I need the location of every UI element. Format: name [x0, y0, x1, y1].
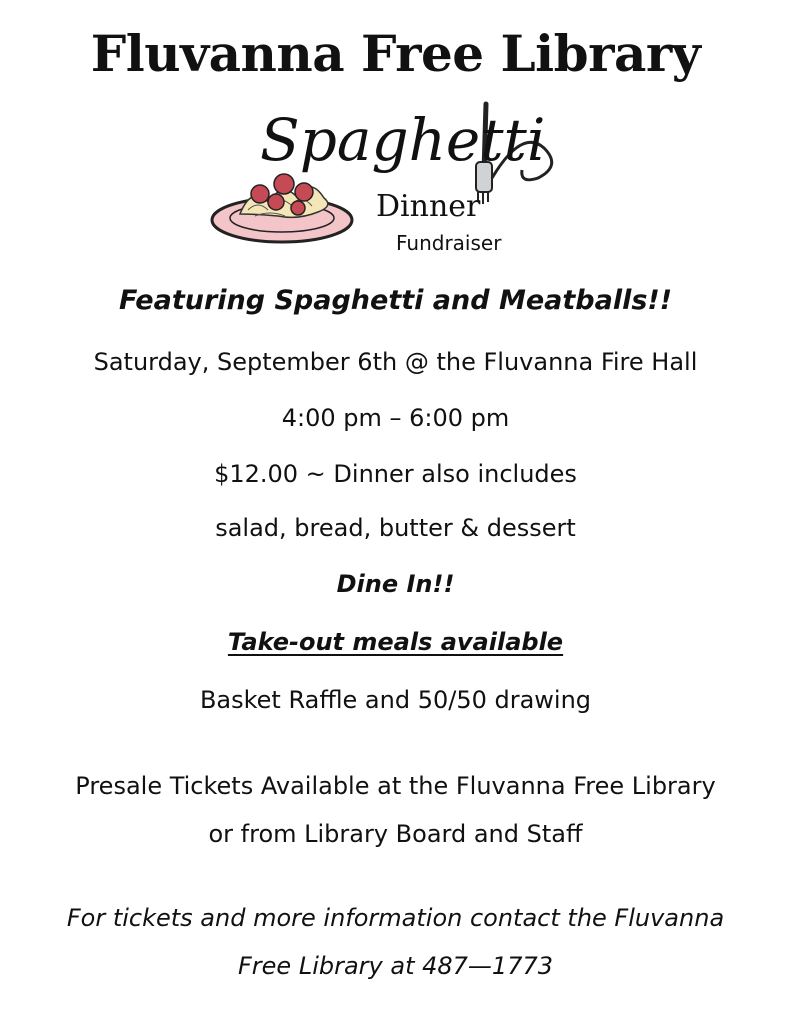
event-includes: salad, bread, butter & dessert	[215, 514, 576, 542]
spaghetti-dinner-logo	[200, 92, 580, 264]
takeout-text: Take-out meals available	[227, 628, 564, 656]
dine-in-text: Dine In!!	[336, 570, 455, 598]
logo-script-text: Spaghetti	[260, 106, 546, 174]
contact-line-2: Free Library at 487—1773	[237, 952, 553, 980]
event-price: $12.00 ~ Dinner also includes	[214, 460, 577, 488]
presale-line-2: or from Library Board and Staff	[208, 820, 583, 848]
raffle-text: Basket Raffle and 50/50 drawing	[199, 686, 592, 714]
event-headline: Featuring Spaghetti and Meatballs!!	[118, 285, 673, 316]
event-date-location: Saturday, September 6th @ the Fluvanna Fire Hall	[93, 348, 698, 376]
contact-line-1: For tickets and more information contact the Fluvanna	[66, 904, 725, 932]
event-time: 4:00 pm – 6:00 pm	[281, 404, 510, 432]
page-title: Fluvanna Free Library	[90, 24, 701, 83]
presale-line-1: Presale Tickets Available at the Fluvanna Free Library	[75, 772, 716, 800]
logo-dinner-text: Dinner	[376, 189, 481, 224]
logo-fundraiser-text: Fundraiser	[396, 231, 502, 255]
